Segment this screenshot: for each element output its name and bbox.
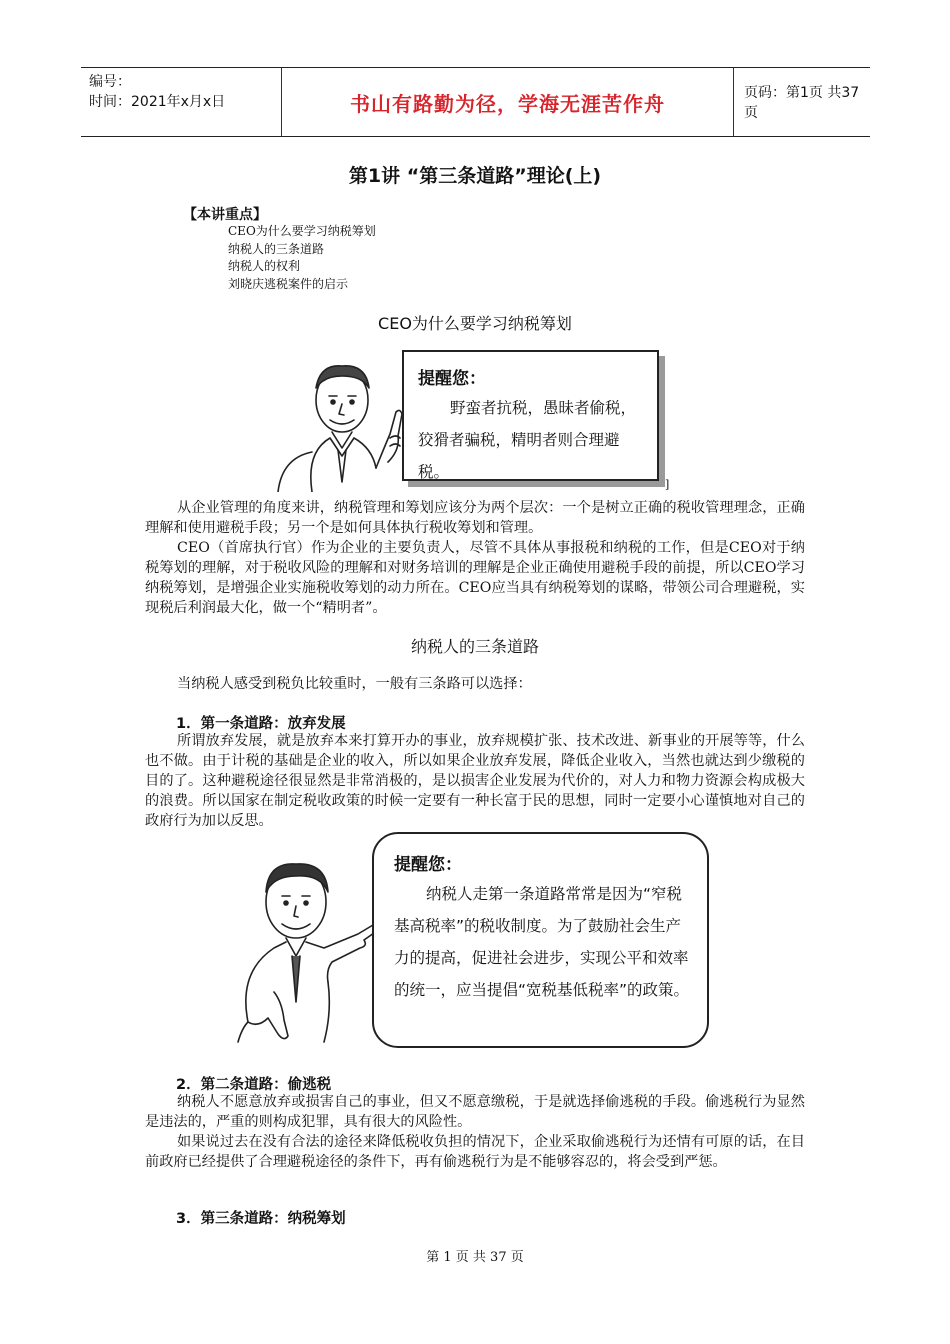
paragraph-road1: 所谓放弃发展，就是放弃本来打算开办的事业，放弃规模扩张、技术改进、新事业的开展等等，什么也不做。由于计税的基础是企业的收入，所以如果企业放弃发展，降低企业收入，当然也就达到少缴税的目的了。这种避税途径很显然是非常消极的，是以损害企业发展为代价的，对人力和物力资源会构成极大的浪费。所以国家在制定税收政策的时候一定要有一种长富于民的思想，同时一定要小心谨慎地对自己的政府行为加以反思。 xyxy=(145,733,805,829)
reminder-text: 野蛮者抗税，愚昧者偷税，狡猾者骗税，精明者则合理避税。 xyxy=(418,399,637,481)
paragraph-three-roads-intro: 当纳税人感受到税负比较重时，一般有三条路可以选择： xyxy=(177,676,532,692)
page-title: 第1讲 “第三条道路”理论(上) xyxy=(348,165,602,187)
road3-title: 3．第三条道路：纳税筹划 xyxy=(176,1211,346,1227)
page-footer: 第 1 页 共 37 页 xyxy=(426,1250,524,1265)
bracket-mark: ] xyxy=(665,478,670,491)
focus-item: 纳税人的权利 xyxy=(228,259,301,273)
cartoon-man-pointing-up-illustration xyxy=(272,352,412,492)
reminder-box-1 xyxy=(402,350,659,481)
section-heading-three-roads: 纳税人的三条道路 xyxy=(410,637,539,656)
focus-item: CEO为什么要学习纳税筹划 xyxy=(228,224,376,238)
header-page-label: 页码：第1页 共37页 xyxy=(744,85,860,121)
page-header xyxy=(81,67,870,137)
document-number-label: 编号： xyxy=(89,74,131,90)
focus-item: 纳税人的三条道路 xyxy=(228,241,325,256)
paragraph-ceo-role: CEO（首席执行官）作为企业的主要负责人，尽管不具体从事报税和纳税的工作，但是CEO对于纳税筹划的理解，对于税收风险的理解和对财务培训的理解是企业正确使用避税手段的前提，所以CEO学习纳税筹划，是增强企业实施税收筹划的动力所在。CEO应当具有纳税筹划的谋略，带领公司合理避税，实现税后利润最大化，做一个“精明者”。 xyxy=(145,540,805,616)
focus-item: 刘晓庆逃税案件的启示 xyxy=(228,276,349,291)
header-meta-cell xyxy=(81,68,282,136)
header-motto-cell xyxy=(282,68,734,136)
focus-heading: 【本讲重点】 xyxy=(183,207,267,223)
reminder-title: 提醒您： xyxy=(418,369,486,389)
section-heading-ceo: CEO为什么要学习纳税筹划 xyxy=(378,314,572,333)
cartoon-man-pointing-right-illustration xyxy=(228,852,388,1044)
header-page-cell xyxy=(734,68,870,136)
document-date-label: 时间：2021年x月x日 xyxy=(89,94,226,110)
paragraph-road2-b: 如果说过去在没有合法的途径来降低税收负担的情况下，企业采取偷逃税行为还情有可原的话，在目前政府已经提供了合理避税途径的条件下，再有偷逃税行为是不能够容忍的，将会受到严惩。 xyxy=(145,1134,805,1170)
focus-list xyxy=(228,223,376,293)
reminder-title: 提醒您： xyxy=(394,855,462,875)
road1-title: 1．第一条道路：放弃发展 xyxy=(176,716,346,732)
reminder-box-2 xyxy=(372,832,709,1048)
header-motto: 书山有路勤为径，学海无涯苦作舟 xyxy=(350,91,665,116)
road2-title: 2．第二条道路：偷逃税 xyxy=(176,1077,332,1093)
reminder-text: 纳税人走第一条道路常常是因为“窄税基高税率”的税收制度。为了鼓励社会生产力的提高，促进社会进步，实现公平和效率的统一，应当提倡“宽税基低税率”的政策。 xyxy=(394,885,690,999)
paragraph-management-levels: 从企业管理的角度来讲，纳税管理和筹划应该分为两个层次：一个是树立正确的税收管理理念，正确理解和使用避税手段；另一个是如何具体执行税收筹划和管理。 xyxy=(145,500,805,536)
paragraph-road2-a: 纳税人不愿意放弃或损害自己的事业，但又不愿意缴税，于是就选择偷逃税的手段。偷逃税行为显然是违法的，严重的则构成犯罪，具有很大的风险性。 xyxy=(145,1094,805,1130)
